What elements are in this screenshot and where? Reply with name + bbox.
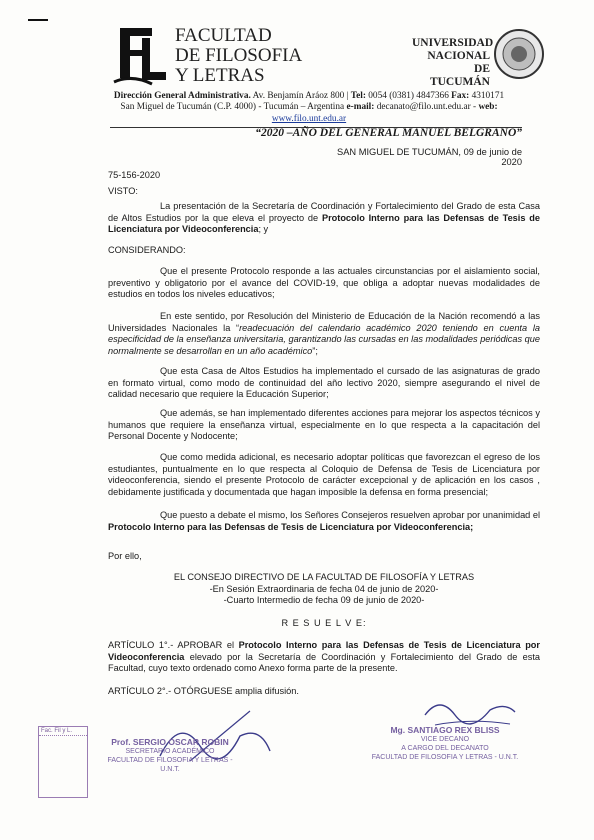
visto-paragraph: La presentación de la Secretaría de Coordinación y Fortalecimiento del Grado de esta Casa de Altos Estudios por la que eleva el proyecto de Protocolo Interno para las Defensas de Tesis de Licenciatura por Videoconferencia; y <box>108 201 540 235</box>
left-signature-stamp: Prof. SERGIO OSCAR ROBIN SECRETARIO ACADÉMICO FACULTAD DE FILOSOFIA Y LETRAS - U.N.T. <box>107 737 233 773</box>
paragraph-1: Que el presente Protocolo responde a las actuales circunstancias por el aislamiento social, preventivo y obligatorio por el avance del COVID-19, que obliga a adoptar nuevas modalidades de estudios en todos los niveles educativos; <box>108 266 540 300</box>
margin-dash <box>28 19 48 21</box>
resuelve-heading: R E S U E L V E: <box>281 618 367 628</box>
faculty-name: FACULTAD DE FILOSOFIA Y LETRAS <box>175 25 303 86</box>
website-link[interactable]: www.filo.unt.edu.ar <box>271 113 347 124</box>
paragraph-2: En este sentido, por Resolución del Ministerio de Educación de la Nación recomendó a las Universidades Nacionales la “readecuación del calendario académico 2020 teniendo en cuenta la especificidad de la enseñanza universitaria, garantizando las cursadas en las modalidades periódicas que normalmente se desarrollan en un año académico”; <box>108 311 540 356</box>
paragraph-3: Que esta Casa de Altos Estudios ha implementado el cursado de las asignaturas de grado en formato virtual, como modo de continuidad del año lectivo 2020, siempre asegurando el nivel de calidad necesario que requiere la Educación Superior; <box>108 366 540 400</box>
university-name: UNIVERSIDAD NACIONAL DE TUCUMÁN <box>412 37 494 88</box>
por-ello: Por ello, <box>108 551 142 561</box>
file-number: 75-156-2020 <box>108 170 161 180</box>
article-1: ARTÍCULO 1°.- APROBAR el Protocolo Interno para las Defensas de Tesis de Licenciatura por Videoconferencia elevado por la Secretaría de Coordinación y Fortalecimiento del Grado de esta Facultad, cuyo texto ordenado como Anexo forma parte de la presente. <box>108 640 540 674</box>
considerando-label: CONSIDERANDO: <box>108 245 186 255</box>
article-2: ARTÍCULO 2°.- OTÓRGUESE amplia difusión. <box>108 686 299 696</box>
right-signature-stamp: Mg. SANTIAGO REX BLISS VICE DECANO A CARGO DEL DECANATO FACULTAD DE FILOSOFIA Y LETRAS - U.N.T. <box>371 725 519 761</box>
year-motto: “2020 –AÑO DEL GENERAL MANUEL BELGRANO” <box>255 127 522 139</box>
paragraph-4: Que además, se han implementado diferentes acciones para mejorar los aspectos técnicos y humanos que requiere la enseñanza virtual, especialmente en lo que respecta a la capacitación del Personal Docente y Nodocente; <box>108 408 540 442</box>
fyl-logo-icon <box>112 24 172 88</box>
signature-right-icon <box>420 690 520 730</box>
visto-label: VISTO: <box>108 186 138 196</box>
university-seal-icon <box>493 28 545 80</box>
paragraph-6: Que puesto a debate el mismo, los Señores Consejeros resuelven aprobar por unanimidad el Protocolo Interno para las Defensas de Tesis de Licenciatura por Videoconferencia; <box>108 510 540 532</box>
paragraph-5: Que como medida adicional, es necesario adoptar políticas que favorezcan el egreso de los estudiantes, puntualmente en lo que respecta al Coloquio de Defensa de Tesis de Licenciatura por videoconferencia, siendo el presente Protocolo de carácter excepcional y de aplicación en los casos , debidamente justificada y documentada que hagan imposible la defensa en forma presencial; <box>108 452 540 497</box>
document-date: SAN MIGUEL DE TUCUMÁN, 09 de junio de 2020 <box>337 147 522 167</box>
council-block: EL CONSEJO DIRECTIVO DE LA FACULTAD DE FILOSOFÍA Y LETRAS -En Sesión Extraordinaria de fecha 04 de junio de 2020- -Cuarto Intermedio de fecha 09 de junio de 2020- <box>173 572 475 606</box>
address-block: Dirección General Administrativa. Av. Benjamín Aráoz 800 | Tel: 0054 (0381) 4847366 Fax: 4310171 San Miguel de Tucumán (C.P. 4000) - Tucumán – Argentina e-mail: decanato@filo.unt.edu.ar - web: www.filo.unt.edu.ar <box>113 91 505 124</box>
faculty-stamp-box: Fac. Fil y L. <box>38 726 88 798</box>
